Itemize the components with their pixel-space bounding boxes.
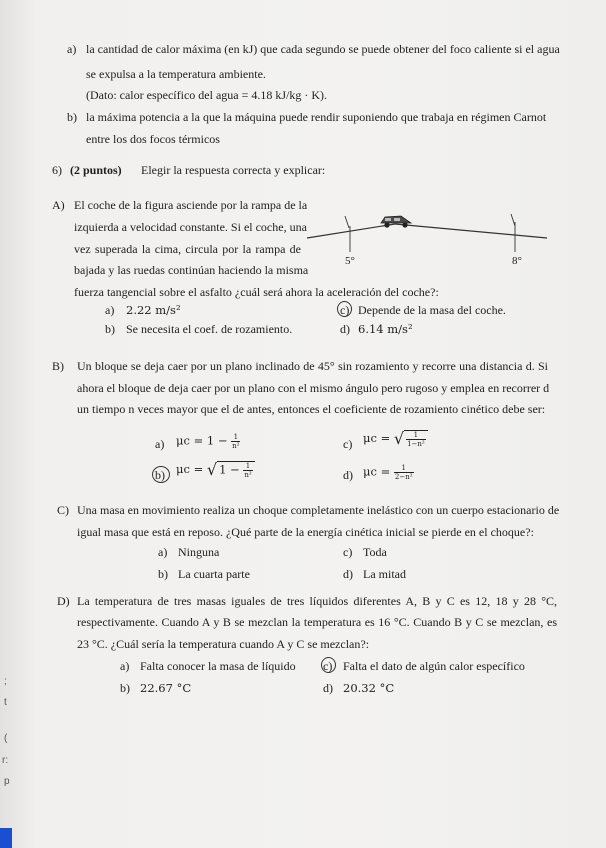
q6D-option-a: Falta conocer la masa de líquido [140, 659, 296, 673]
q6A-option-d-label: d) [340, 322, 350, 336]
q6D-label: D) [57, 594, 70, 608]
ramp-left [307, 224, 395, 238]
q6B-option-c-lhs: μc = [363, 431, 391, 445]
q6B-option-a-label: a) [155, 437, 165, 451]
q6A-line-1: El coche de la figura asciende por la rampa de la [74, 198, 308, 212]
q6C-option-b: La cuarta parte [178, 567, 250, 581]
q6C-line-2: igual masa que está en reposo. ¿Qué parte de la energía cinética inicial se pierde en el choque?: [77, 525, 534, 539]
q6B-option-b-inner: 1 − [219, 462, 240, 477]
blue-edge-object [0, 828, 12, 848]
q6D-option-b: 22.67 °C [140, 681, 192, 695]
q6D-option-d-label: d) [323, 681, 333, 695]
q6-title: Elegir la respuesta correcta y explicar: [141, 163, 326, 177]
q6B-option-b-lhs: μc = [176, 462, 204, 476]
q6A-line-5: fuerza tangencial sobre el asfalto ¿cuál será ahora la aceleración del coche?: [74, 285, 439, 299]
q6D-option-c: Falta el dato de algún calor específico [343, 659, 525, 673]
margin-mark-3: ( [4, 733, 8, 744]
q6B-label: B) [52, 359, 64, 373]
q5a-line-2: se expulsa a la temperatura ambiente. [86, 67, 266, 81]
q6D-option-b-label: b) [120, 681, 130, 695]
q6A-line-4: bajada y las ruedas continúan haciendo la misma [74, 263, 309, 277]
q5a-label: a) [67, 42, 77, 56]
car-icon [381, 216, 411, 228]
q6B-option-d [363, 464, 414, 481]
q6B-option-c-fraction: $\frac{1}{\text{1−n²}}$ [407, 431, 425, 448]
q6C-label: C) [57, 503, 69, 517]
q6B-option-c-label: c) [343, 437, 353, 451]
q6A-option-a: 2.22 m/s² [126, 303, 181, 317]
angle-right-label: 8° [512, 255, 522, 267]
ramp-right [395, 224, 547, 238]
q6C-option-b-label: b) [158, 567, 168, 581]
q6A-line-3: vez superada la cima, circula por la rampa de [74, 242, 301, 256]
q6-points: (2 puntos) [70, 163, 122, 177]
q6B-line-1: Un bloque se deja caer por un plano inclinado de 45° sin rozamiento y recorre una distancia d. Si [77, 359, 548, 373]
q6C-option-a: Ninguna [178, 545, 220, 559]
q6A-option-b-label: b) [105, 322, 115, 336]
margin-mark-2: t [4, 697, 7, 708]
q6A-option-c-label: c) [340, 303, 350, 317]
q6D-line-2: respectivamente. Cuando A y B se mezclan la temperatura es 16 °C. Cuando B y C se mezclan, es [77, 615, 557, 629]
q6C-option-c: Toda [363, 545, 387, 559]
q6B-option-d-fraction: $\frac{1}{\text{2−n²}}$ [394, 464, 413, 481]
q6B-option-d-label: d) [343, 468, 353, 482]
q6A-label: A) [52, 198, 65, 212]
q6D-line-3: 23 °C. ¿Cuál sería la temperatura cuando A y C se mezclan?: [77, 637, 370, 651]
q6B-option-a-fraction: $\frac{1}{\text{n²}}$ [232, 433, 240, 450]
q6D-line-1: La temperatura de tres masas iguales de tres líquidos diferentes A, B y C es 12, 18 y 28 °C, [77, 594, 557, 608]
q6C-option-a-label: a) [158, 545, 168, 559]
q6B-option-a [176, 433, 240, 450]
q6B-option-c: μc = √ $\frac{1}{\text{1−n²}}$ [363, 430, 428, 448]
margin-mark-5: p [4, 776, 10, 787]
tick-left [345, 216, 349, 228]
q5a-data: (Dato: calor específico del agua = 4.18 kJ/kg · K). [86, 88, 328, 102]
q6D-option-c-label: c) [323, 659, 333, 673]
q6C-option-d-label: d) [343, 567, 353, 581]
q6C-option-d: La mitad [363, 567, 406, 581]
q6C-line-1: Una masa en movimiento realiza un choque completamente inelástico con un cuerpo estacionario de [77, 503, 560, 517]
angle-left-label: 5° [345, 255, 355, 267]
q5a-line-1: la cantidad de calor máxima (en kJ) que cada segundo se puede obtener del foco caliente si el agua [86, 42, 560, 56]
q6B-line-3: un tiempo n veces mayor que el de antes, entonces el coeficiente de rozamiento cinético debe ser: [77, 402, 546, 416]
q6C-option-c-label: c) [343, 545, 353, 559]
margin-mark-4: r: [2, 755, 9, 766]
q6A-option-c: Depende de la masa del coche. [358, 303, 506, 317]
q6-number: 6) [52, 163, 62, 177]
q6B-option-a-lhs: μc = 1 − [176, 433, 228, 448]
q6A-option-b: Se necesita el coef. de rozamiento. [126, 322, 293, 336]
margin-mark-1: ; [4, 676, 7, 687]
q6D-option-a-label: a) [120, 659, 130, 673]
q6A-line-2: izquierda a velocidad constante. Si el coche, una [74, 220, 307, 234]
q6A-option-a-label: a) [105, 303, 115, 317]
q6B-option-b: μc = √ 1 − $\frac{1}{\text{n²}}$ [176, 461, 255, 479]
q6B-option-b-label: b) [155, 468, 165, 482]
tick-right [511, 214, 515, 226]
q6B-option-d-lhs: μc = [363, 464, 391, 479]
q6A-option-d: 6.14 m/s² [358, 322, 413, 336]
q5b-label: b) [67, 110, 77, 124]
q6B-line-2: ahora el bloque de deja caer por un plano con el mismo ángulo pero rugoso y emplea en recorrer d [77, 381, 550, 395]
q5b-line-1: la máxima potencia a la que la máquina puede rendir suponiendo que trabaja en régimen Carnot [86, 110, 547, 124]
q5b-line-2: entre los dos focos térmicos [86, 132, 220, 146]
q6D-option-d: 20.32 °C [343, 681, 395, 695]
q6B-option-b-fraction: $\frac{1}{\text{n²}}$ [244, 462, 252, 479]
